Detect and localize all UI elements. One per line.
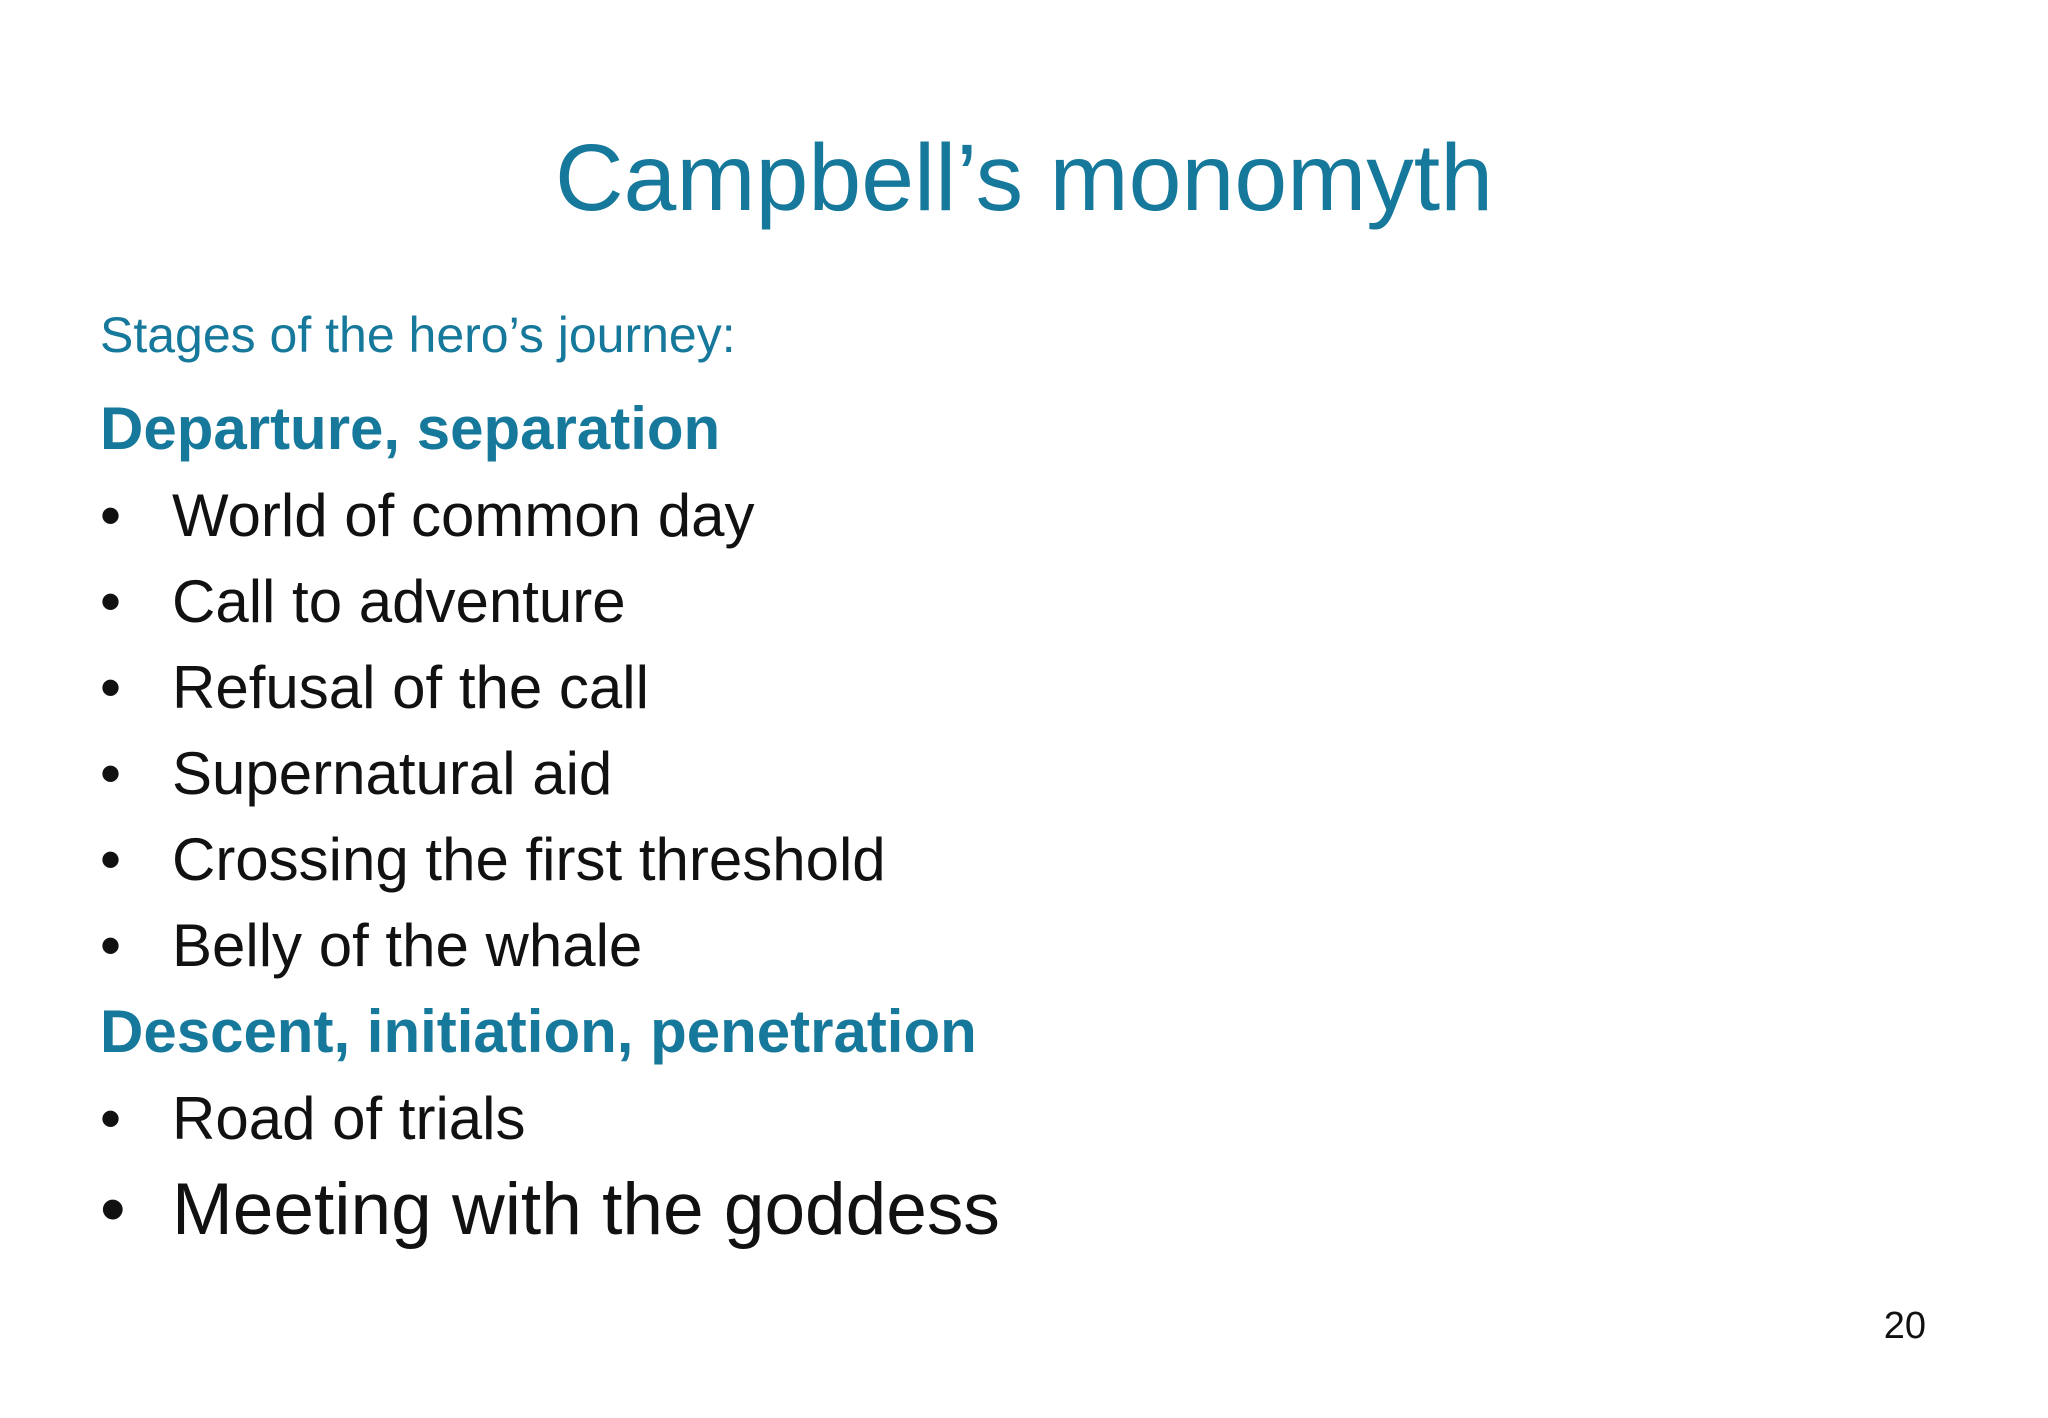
section-heading-descent: Descent, initiation, penetration xyxy=(100,998,977,1065)
bullet-icon: • xyxy=(100,826,122,893)
list-item-text: Road of trials xyxy=(172,1085,526,1152)
list-item-text: Crossing the first threshold xyxy=(172,826,886,893)
section-heading-departure: Departure, separation xyxy=(100,395,721,462)
page-number: 20 xyxy=(1883,1305,1926,1347)
slide-title: Campbell’s monomyth xyxy=(554,125,1494,231)
list-item xyxy=(100,738,612,810)
list-item xyxy=(100,1166,1000,1254)
bullet-icon: • xyxy=(100,654,122,721)
list-item-text: Meeting with the goddess xyxy=(172,1169,1000,1250)
list-item-text: Refusal of the call xyxy=(172,654,649,721)
bullet-icon: • xyxy=(100,568,122,635)
bullet-icon: • xyxy=(100,1085,122,1152)
list-item xyxy=(100,566,626,638)
list-item xyxy=(100,1083,526,1155)
list-item xyxy=(100,480,754,552)
bullet-icon: • xyxy=(100,482,122,549)
list-item-text: Belly of the whale xyxy=(172,912,643,979)
list-item-text: World of common day xyxy=(172,482,755,549)
list-item xyxy=(100,824,886,896)
list-item-text: Call to adventure xyxy=(172,568,626,635)
bullet-icon: • xyxy=(100,1169,126,1250)
slide-subtitle: Stages of the hero’s journey: xyxy=(100,307,736,363)
list-item xyxy=(100,652,649,724)
bullet-icon: • xyxy=(100,912,122,979)
list-item-text: Supernatural aid xyxy=(172,740,613,807)
bullet-icon: • xyxy=(100,740,122,807)
list-item xyxy=(100,910,642,982)
